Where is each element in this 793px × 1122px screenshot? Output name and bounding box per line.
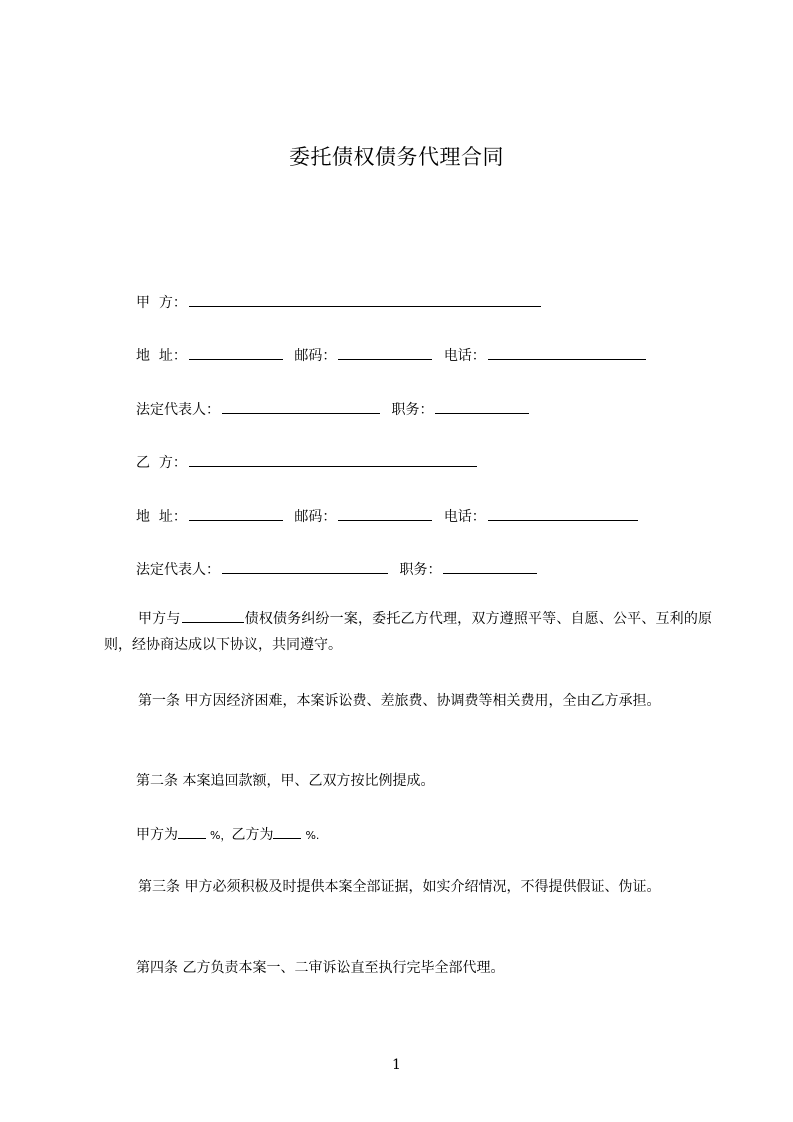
ratio-line (136, 824, 319, 846)
party-b-position-label: 职务： (399, 562, 442, 578)
party-a-phone-blank (488, 345, 646, 360)
ratio-b-blank (273, 824, 301, 839)
party-a-address-blank (189, 345, 283, 360)
party-a-contact-line (136, 345, 649, 366)
intro-paragraph (104, 606, 712, 658)
party-b-rep-line (136, 559, 540, 580)
ratio-a-suffix: %， (210, 829, 232, 842)
intro-text: 债权债务纠纷一案，委托乙方代理，双方遵照平等、自愿、公平、互利的原则，经协商达成以下协议，共同遵守。 (104, 611, 712, 653)
party-b-phone-label: 电话： (443, 509, 486, 525)
ratio-a-label: 甲方为 (136, 827, 178, 843)
party-b-line (136, 452, 480, 473)
party-b-postcode-blank (338, 506, 432, 521)
article-1: 第一条 甲方因经济困难，本案诉讼费、差旅费、协调费等相关费用，全由乙方承担。 (138, 693, 661, 709)
ratio-b-label: 乙方为 (231, 827, 274, 843)
party-a-position-label: 职务： (391, 402, 434, 418)
page-number: 1 (392, 1057, 401, 1073)
ratio-b-suffix: %. (305, 829, 320, 842)
party-a-position-blank (435, 399, 529, 414)
party-a-rep-blank (222, 399, 380, 414)
party-b-rep-label: 法定代表人： (136, 562, 220, 578)
party-a-postcode-blank (338, 345, 432, 360)
party-a-rep-line (136, 399, 532, 420)
party-b-postcode-label: 邮码： (294, 509, 337, 525)
intro-prefix: 甲方与 (138, 611, 181, 627)
intro-blank (182, 608, 244, 623)
article-2: 第二条 本案追回款额，甲、乙双方按比例提成。 (136, 773, 435, 789)
party-a-rep-label: 法定代表人： (136, 402, 220, 418)
article-3: 第三条 甲方必须积极及时提供本案全部证据，如实介绍情况，不得提供假证、伪证。 (138, 879, 661, 895)
party-b-address-label: 地 址： (136, 509, 187, 525)
party-a-postcode-label: 邮码： (294, 348, 337, 364)
party-a-address-label: 地 址： (136, 348, 187, 364)
party-b-phone-blank (488, 506, 638, 521)
party-b-rep-blank (222, 559, 388, 574)
article-4: 第四条 乙方负责本案一、二审诉讼直至执行完毕全部代理。 (136, 960, 505, 976)
contract-title: 委托债权债务代理合同 (289, 145, 504, 169)
party-a-line (136, 292, 544, 313)
party-b-position-blank (443, 559, 537, 574)
party-b-address-blank (189, 506, 283, 521)
ratio-a-blank (178, 824, 206, 839)
party-b-label: 乙 方： (136, 455, 187, 471)
party-a-phone-label: 电话： (443, 348, 486, 364)
party-b-contact-line (136, 506, 641, 527)
party-a-blank (189, 292, 541, 307)
party-a-label: 甲 方： (136, 295, 187, 311)
party-b-blank (189, 452, 477, 467)
